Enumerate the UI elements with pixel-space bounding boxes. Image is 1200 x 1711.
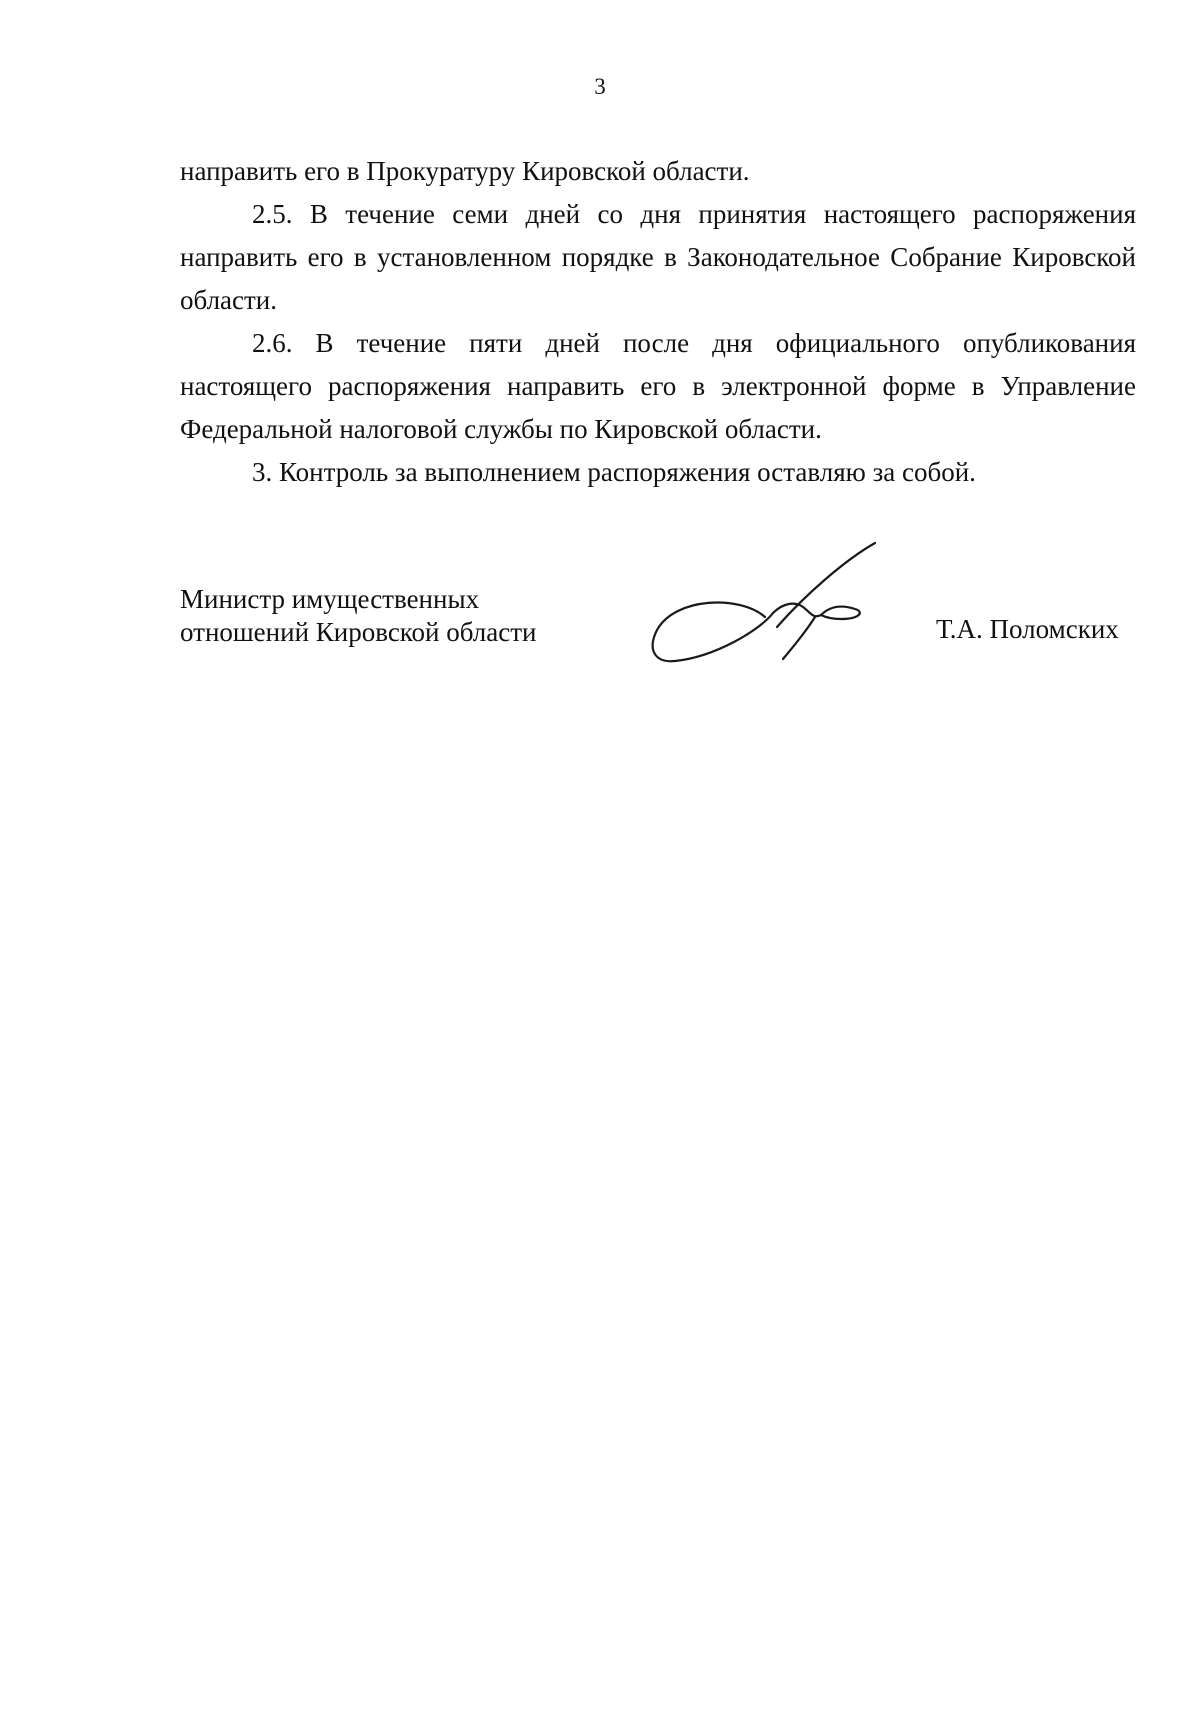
position-line-1: Министр имущественных: [180, 584, 480, 614]
paragraph-item-2-5: 2.5. В течение семи дней со дня принятия настоящего распоряжения направить его в установленном порядке в Законодательное Собрание Кировской области.: [180, 199, 1136, 315]
paragraph-item-2-6: 2.6. В течение пяти дней после дня официального опубликования настоящего распоряжения направить его в электронной форме в Управление Федеральной налоговой службы по Кировской области.: [180, 328, 1136, 444]
signatory-position: [180, 583, 537, 649]
position-line-2: отношений Кировской области: [180, 617, 537, 647]
paragraph-item-3: 3. Контроль за выполнением распоряжения оставляю за собой.: [252, 457, 976, 487]
signer-name: Т.А. Поломских: [936, 614, 1119, 644]
handwritten-signature: [645, 535, 905, 675]
paragraph-continuation: направить его в Прокуратуру Кировской области.: [180, 156, 750, 186]
page-number: 3: [594, 74, 606, 99]
document-body: [180, 150, 1136, 494]
